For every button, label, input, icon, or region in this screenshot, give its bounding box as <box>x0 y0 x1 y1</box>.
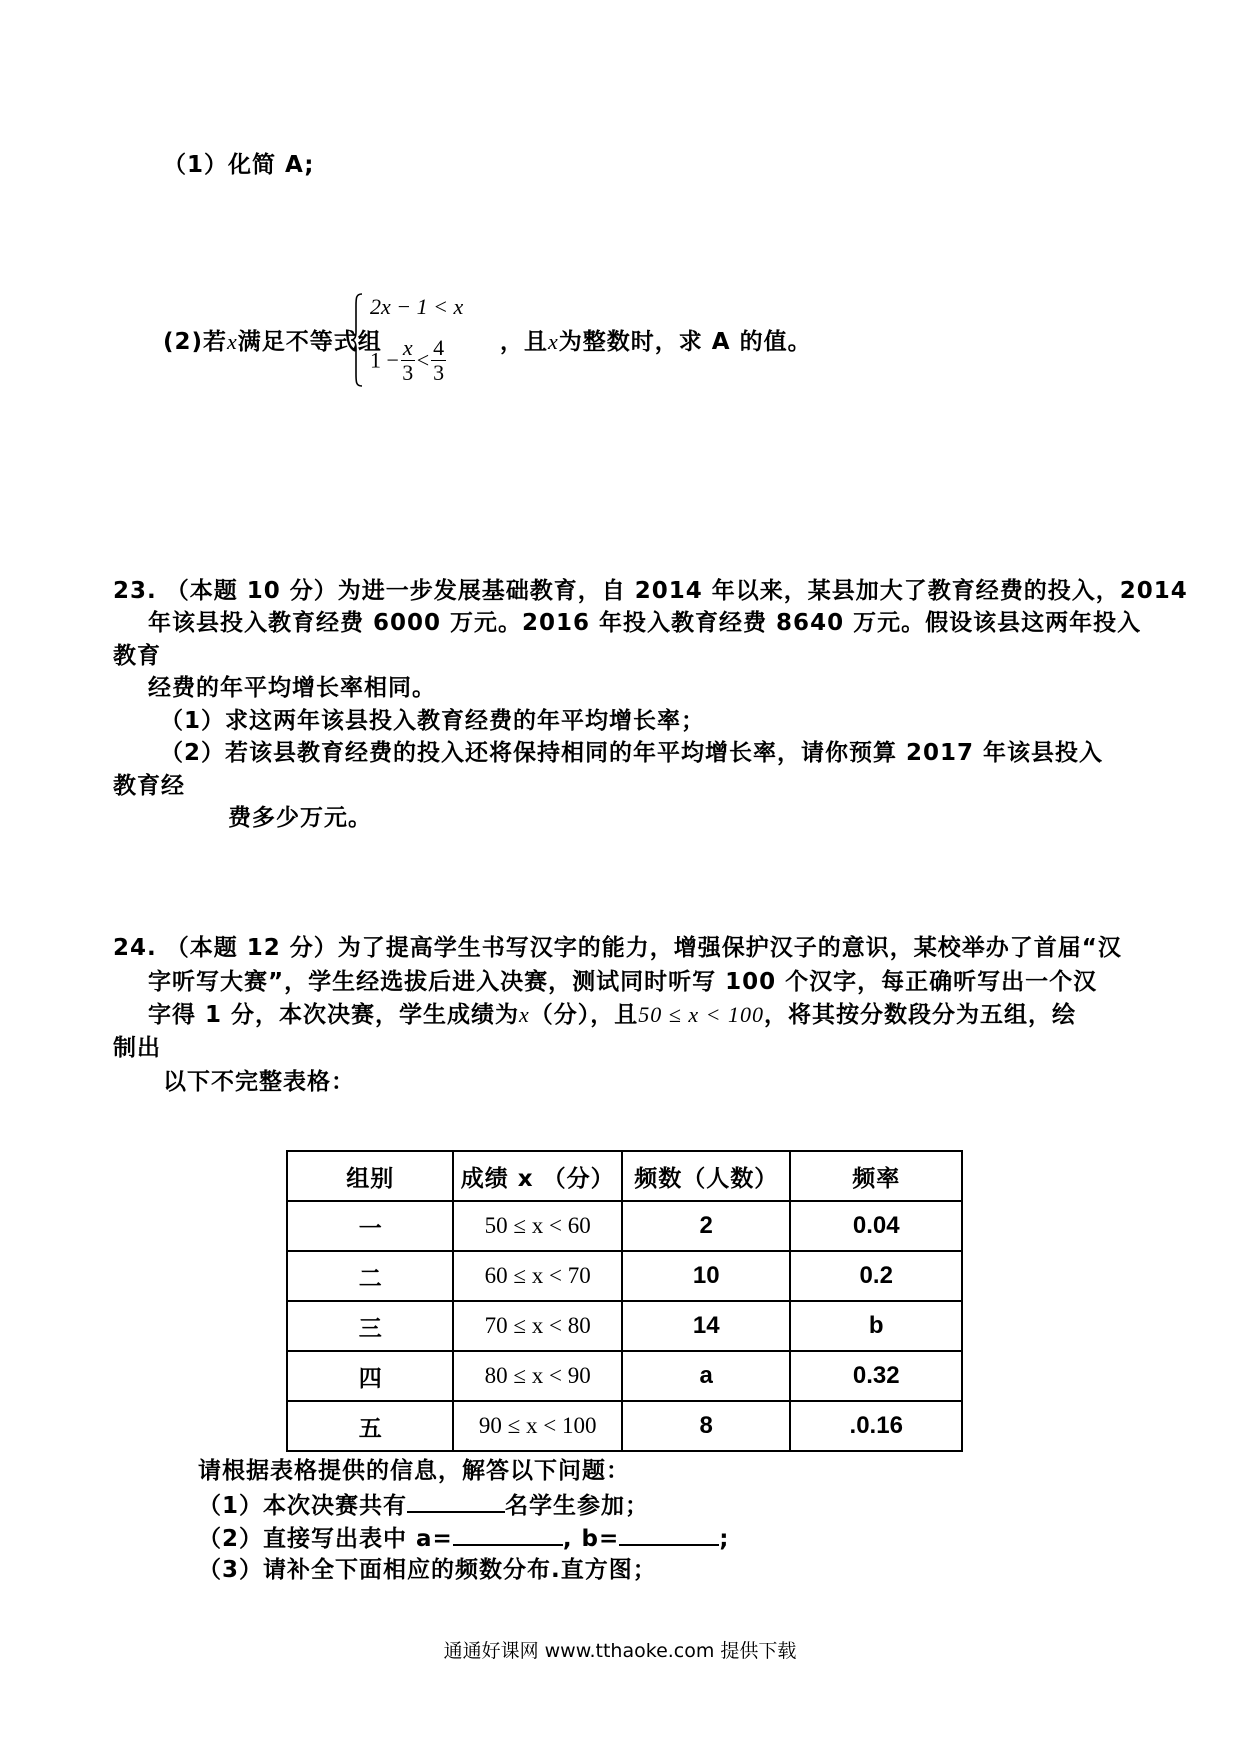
score-frequency-table <box>286 1150 963 1452</box>
table-row <box>287 1401 962 1451</box>
q22-part2-suffix <box>500 327 812 357</box>
cell-group: 三 <box>287 1301 453 1351</box>
q24-line3-a: 字得 1 分，本次决赛，学生成绩为 <box>148 1002 520 1028</box>
table-row <box>287 1251 962 1301</box>
cell-frequency: 0.2 <box>790 1251 962 1301</box>
cell-count: 10 <box>622 1251 790 1301</box>
cell-frequency: .0.16 <box>790 1401 962 1451</box>
cell-group: 一 <box>287 1201 453 1251</box>
fraction-4-over-3 <box>431 336 446 385</box>
left-brace-icon <box>350 292 364 388</box>
q24-after3-c: ; <box>719 1526 730 1552</box>
q22-part2-prefix-text: (2)若 <box>163 329 228 355</box>
answer-blank-b[interactable] <box>619 1522 719 1546</box>
q22-var-x: x <box>227 329 238 354</box>
q23-line4: 经费的年平均增长率相同。 <box>148 675 436 701</box>
page-footer: 通通好课网 www.tthaoke.com 提供下载 <box>443 1640 797 1662</box>
fraction-denominator: 3 <box>402 360 414 385</box>
header-frequency: 频率 <box>790 1151 962 1201</box>
q23-part1: （1）求这两年该县投入教育经费的年平均增长率； <box>160 708 706 734</box>
answer-blank-total[interactable] <box>407 1489 505 1513</box>
q24-after1: 请根据表格提供的信息，解答以下问题： <box>198 1458 630 1484</box>
fraction-denominator-2: 3 <box>433 360 445 385</box>
fraction-numerator-2: 4 <box>433 335 445 360</box>
header-count: 频数（人数） <box>622 1151 790 1201</box>
q24-line1: 24. （本题 12 分）为了提高学生书写汉字的能力，增强保护汉子的意识，某校举办了首届“汉 <box>113 935 1122 961</box>
q24-line3-var: x <box>519 1002 530 1027</box>
q24-line2: 字听写大赛”，学生经选拔后进入决赛，测试同时听写 100 个汉字，每正确听写出一个汉 <box>148 969 1098 995</box>
q22-part1: （1）化简 A; <box>163 152 315 178</box>
q22-suffix-var: x <box>548 329 559 354</box>
q23-line8: 费多少万元。 <box>228 805 372 831</box>
q24-line4: 制出 <box>113 1035 161 1061</box>
q24-score-range: 50 ≤ x < 100 <box>638 1002 764 1027</box>
q24-after2-a: （1）本次决赛共有 <box>198 1493 408 1519</box>
cell-score: 70 ≤ x < 80 <box>453 1301 622 1351</box>
cell-frequency: b <box>790 1301 962 1351</box>
q23-part2: （2）若该县教育经费的投入还将保持相同的年平均增长率，请你预算 2017 年该县投入 <box>160 740 1104 766</box>
cell-score: 90 ≤ x < 100 <box>453 1401 622 1451</box>
q23-line7: 教育经 <box>113 773 185 799</box>
header-group: 组别 <box>287 1151 453 1201</box>
inequality-system <box>350 292 500 392</box>
q24-after3-b: , b= <box>562 1526 620 1552</box>
cell-count: 2 <box>622 1201 790 1251</box>
fraction-numerator: x <box>402 335 413 360</box>
inequality-2 <box>370 336 448 392</box>
inequality-1: 2x − 1 < x <box>370 294 464 319</box>
cell-group: 五 <box>287 1401 453 1451</box>
fraction-x-over-3 <box>401 336 415 385</box>
q24-line3-c: ，将其按分数段分为五组，绘 <box>763 1002 1076 1028</box>
q24-after3 <box>198 1522 730 1554</box>
cell-count: a <box>622 1351 790 1401</box>
answer-blank-a[interactable] <box>453 1522 563 1546</box>
inequality-2-op: < <box>416 347 430 373</box>
q24-after3-a: （2）直接写出表中 a= <box>198 1526 453 1552</box>
q24-after4: （3）请补全下面相应的频数分布.直方图； <box>198 1557 657 1583</box>
table-header-row <box>287 1151 962 1201</box>
inequality-2-lead: 1 − <box>370 347 399 373</box>
cell-count: 14 <box>622 1301 790 1351</box>
q24-line3 <box>148 1000 1076 1030</box>
cell-score: 60 ≤ x < 70 <box>453 1251 622 1301</box>
q24-after2 <box>198 1489 649 1521</box>
cell-group: 四 <box>287 1351 453 1401</box>
table-row <box>287 1351 962 1401</box>
q23-line1: 23. （本题 10 分）为进一步发展基础教育，自 2014 年以来，某县加大了教育经费的投入，2014 <box>113 578 1188 604</box>
q23-line2: 年该县投入教育经费 6000 万元。2016 年投入教育经费 8640 万元。假设该县这两年投入 <box>148 610 1142 636</box>
q24-after2-b: 名学生参加； <box>505 1493 650 1519</box>
q22-part2-mid: 满足不等式组 <box>237 329 382 355</box>
cell-frequency: 0.32 <box>790 1351 962 1401</box>
header-score: 成绩 x （分） <box>453 1151 622 1201</box>
q22-suffix-a: ，且 <box>500 329 548 355</box>
cell-score: 80 ≤ x < 90 <box>453 1351 622 1401</box>
q22-part2-prefix <box>163 327 382 357</box>
table-row <box>287 1201 962 1251</box>
cell-frequency: 0.04 <box>790 1201 962 1251</box>
q24-line5: 以下不完整表格： <box>163 1069 355 1095</box>
cell-group: 二 <box>287 1251 453 1301</box>
q22-suffix-b: 为整数时，求 A 的值。 <box>558 329 812 355</box>
cell-count: 8 <box>622 1401 790 1451</box>
q23-line3: 教育 <box>113 643 161 669</box>
table-row <box>287 1301 962 1351</box>
cell-score: 50 ≤ x < 60 <box>453 1201 622 1251</box>
q24-line3-b: （分），且 <box>529 1002 639 1028</box>
